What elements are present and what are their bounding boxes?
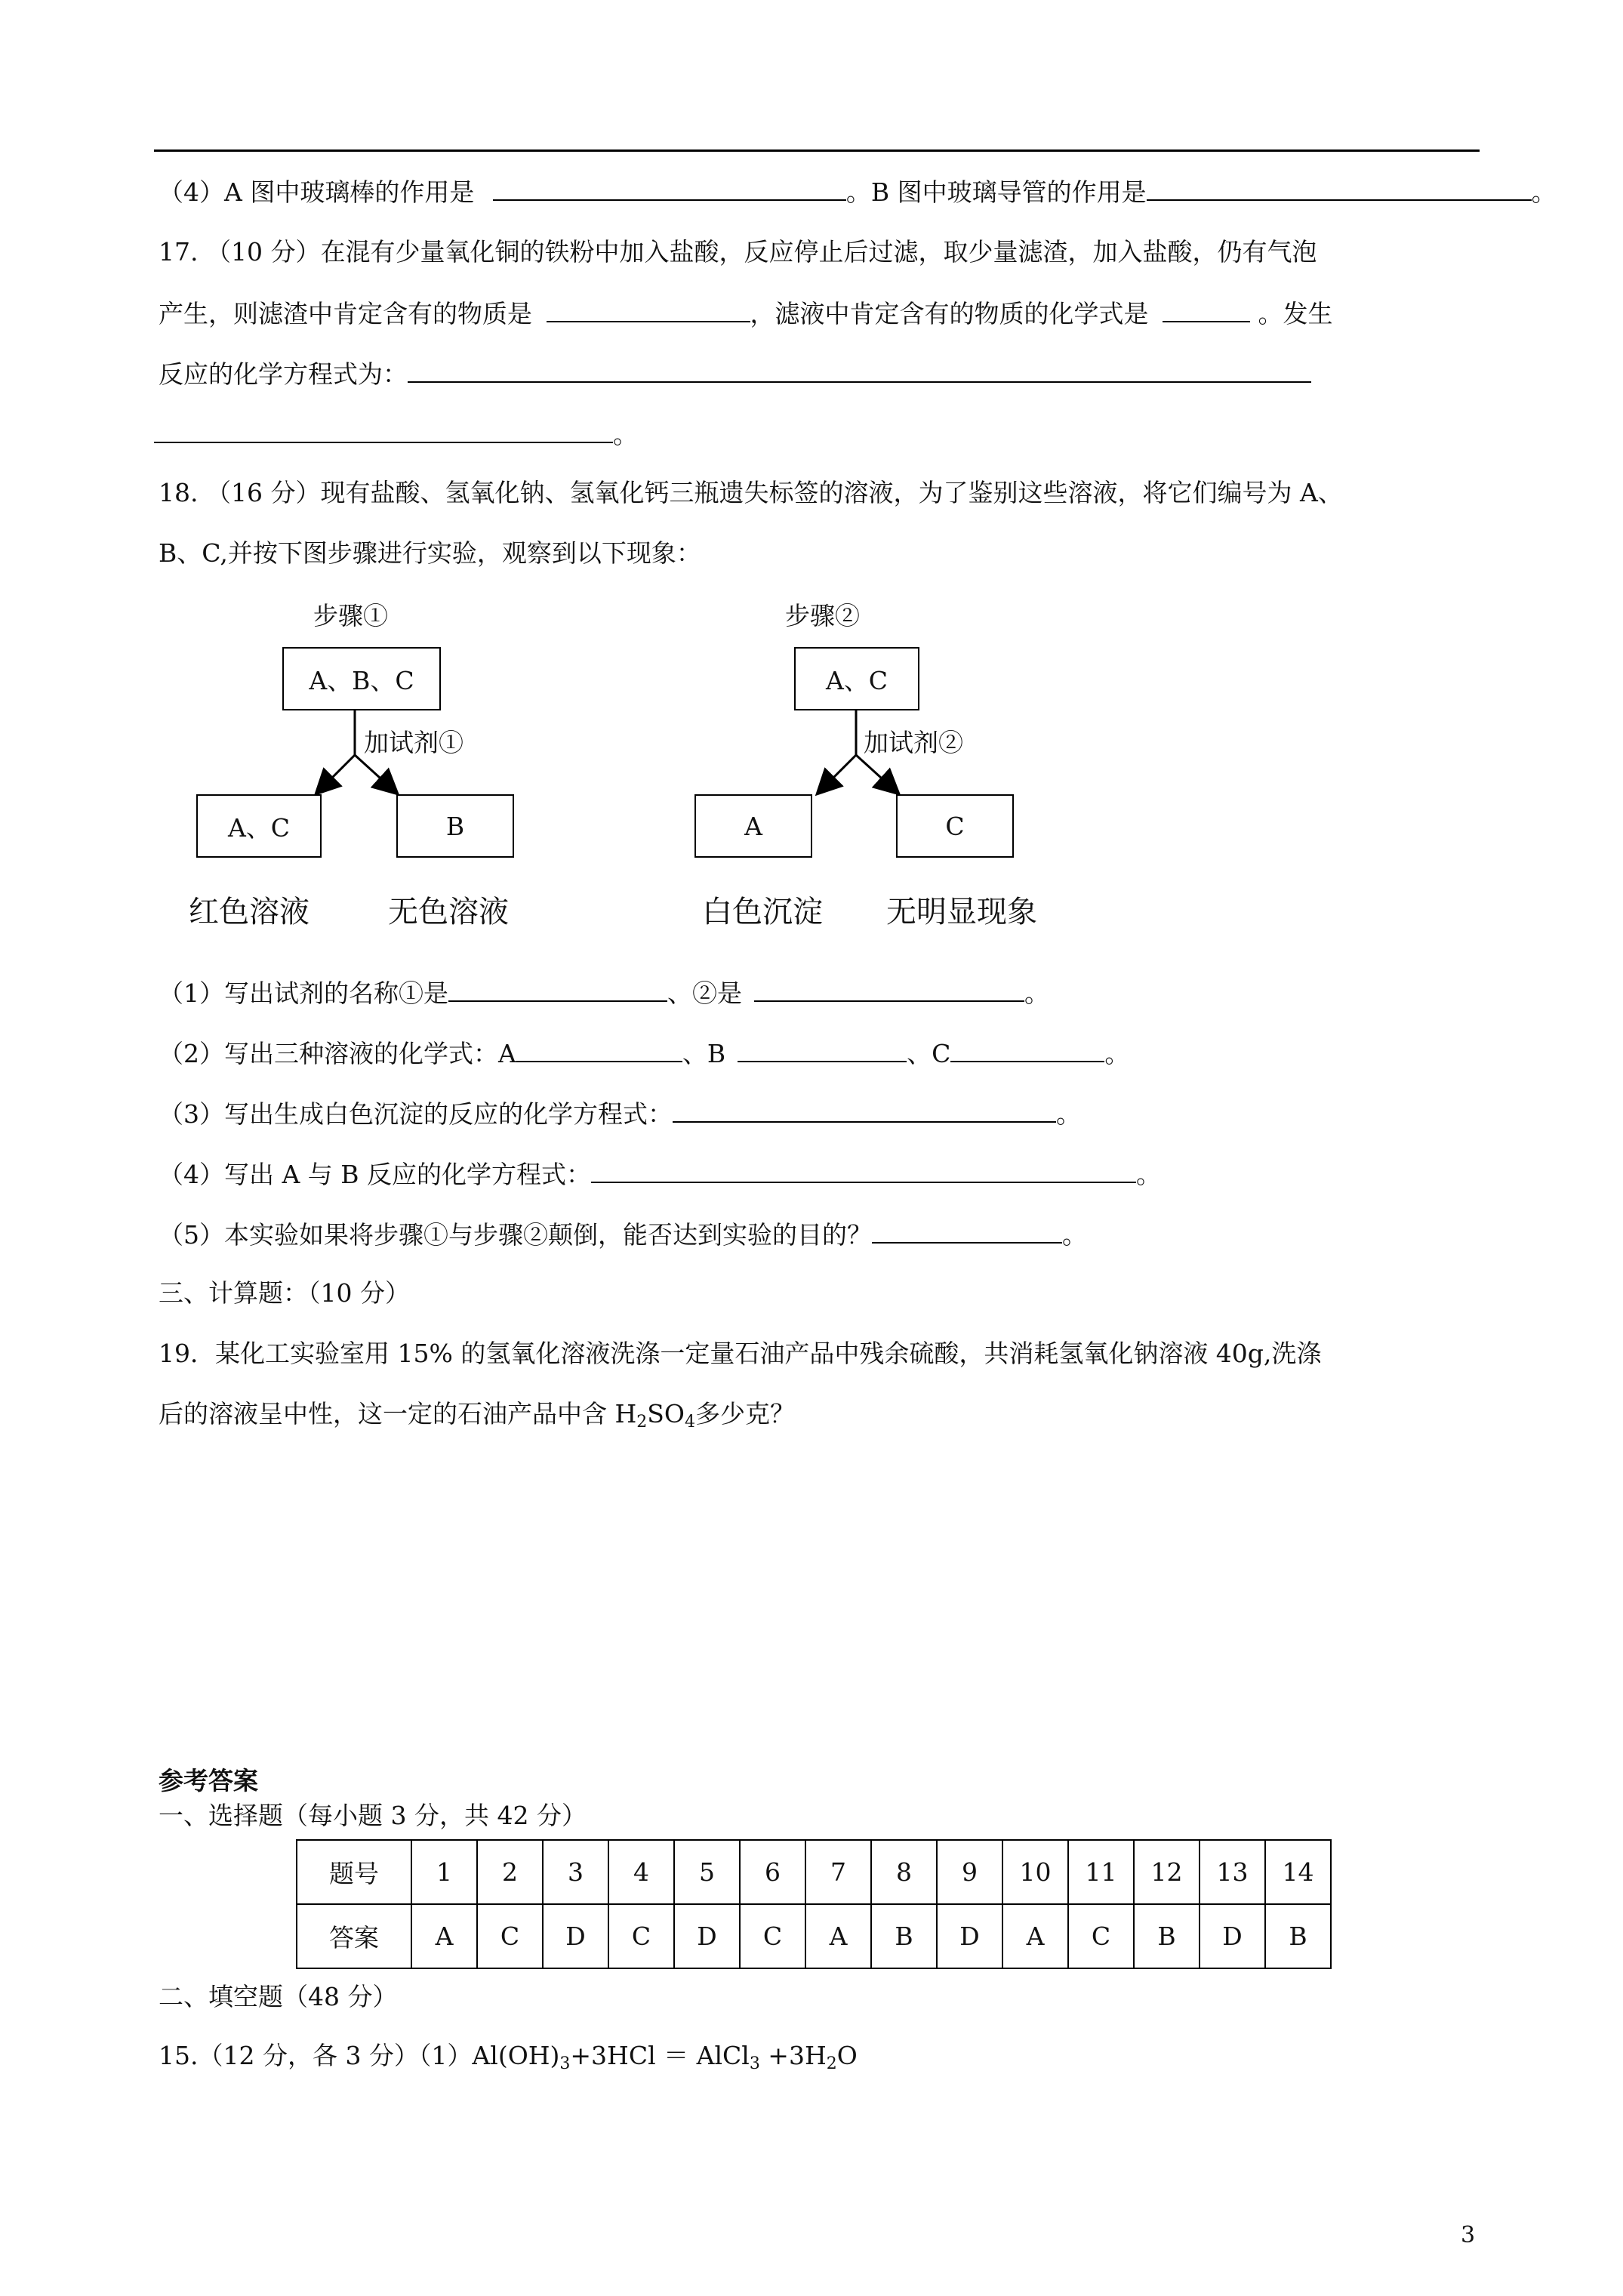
q19-line1: 19．某化工实验室用 15% 的氢氧化溶液洗涤一定量石油产品中残余硫酸，共消耗氢氧化钠溶液 40g,洗涤 bbox=[159, 1339, 1322, 1368]
q19-line2: 后的溶液呈中性，这一定的石油产品中含 $H_2SO_4$多少克？ bbox=[159, 1399, 795, 1432]
q18-sub2: （2）写出三种溶液的化学式：A 、B 、C 。 bbox=[159, 1037, 1129, 1069]
answer-cell: C bbox=[740, 1904, 805, 1968]
step1-right-result: 无色溶液 bbox=[388, 895, 509, 929]
arrow-right bbox=[355, 755, 396, 793]
step1-left-result: 红色溶液 bbox=[189, 895, 310, 929]
question-number-cell: 2 bbox=[477, 1840, 543, 1904]
step1-left-box: A、C bbox=[196, 794, 322, 858]
question-number-cell: 7 bbox=[805, 1840, 871, 1904]
question-number-cell: 10 bbox=[1002, 1840, 1068, 1904]
table-row bbox=[297, 1840, 1331, 1904]
answer-cell: C bbox=[608, 1904, 674, 1968]
question-number-cell: 9 bbox=[937, 1840, 1002, 1904]
answer-blank[interactable] bbox=[516, 1037, 682, 1062]
q18-sub1: （1）写出试剂的名称①是 、②是 。 bbox=[159, 976, 1049, 1009]
q18-sub4: （4）写出 A 与 B 反应的化学方程式： 。 bbox=[159, 1157, 1161, 1190]
answer-cell: A bbox=[1002, 1904, 1068, 1968]
answer-blank[interactable] bbox=[673, 1097, 1056, 1123]
step2-right-result: 无明显现象 bbox=[886, 895, 1037, 929]
answer-cell: B bbox=[1134, 1904, 1200, 1968]
q16-part4: （4）A 图中玻璃棒的作用是 。B 图中玻璃导管的作用是 。 bbox=[159, 175, 1557, 208]
answer-cell: C bbox=[1068, 1904, 1134, 1968]
step1-reagent: 加试剂① bbox=[364, 728, 463, 757]
answers-title: 参考答案 bbox=[159, 1766, 258, 1795]
question-number-cell: 12 bbox=[1134, 1840, 1200, 1904]
answer-blank[interactable] bbox=[872, 1218, 1062, 1244]
answer-q15: 15.（12 分，各 3 分）$(1)Al(OH)_3+3HCl$ ＝ AlCl$_3$ $+3H_2O$ bbox=[159, 2041, 858, 2073]
answer-blank[interactable] bbox=[950, 1037, 1104, 1062]
answer-cell: B bbox=[871, 1904, 937, 1968]
question-number-cell: 6 bbox=[740, 1840, 805, 1904]
answer-blank[interactable] bbox=[448, 976, 667, 1002]
answers-section2: 二、填空题（48 分） bbox=[159, 1982, 398, 2011]
arrow-left bbox=[818, 755, 856, 793]
question-number-cell: 14 bbox=[1265, 1840, 1331, 1904]
table-row bbox=[297, 1904, 1331, 1968]
q17-line2: 产生，则滤渣中肯定含有的物质是 ，滤液中肯定含有的物质的化学式是 。发生 bbox=[159, 297, 1333, 329]
arrow-right bbox=[856, 755, 898, 793]
answer-cell: D bbox=[1200, 1904, 1265, 1968]
question-number-cell: 3 bbox=[543, 1840, 608, 1904]
step1-top-box: A、B、C bbox=[282, 647, 441, 710]
step2-left-box: A bbox=[694, 794, 812, 858]
q17-line1: 17. （10 分）在混有少量氧化铜的铁粉中加入盐酸，反应停止后过滤，取少量滤渣，加入盐酸，仍有气泡 bbox=[159, 237, 1317, 267]
q18-sub5: （5）本实验如果将步骤①与步骤②颠倒，能否达到实验的目的？ 。 bbox=[159, 1218, 1087, 1250]
question-number-cell: 1 bbox=[411, 1840, 477, 1904]
table-header-cell: 答案 bbox=[297, 1904, 411, 1968]
q18-sub3: （3）写出生成白色沉淀的反应的化学方程式： 。 bbox=[159, 1097, 1081, 1130]
answer-blank[interactable] bbox=[591, 1157, 1136, 1183]
table-header-cell: 题号 bbox=[297, 1840, 411, 1904]
answer-cell: C bbox=[477, 1904, 543, 1968]
answer-table bbox=[296, 1839, 1332, 1969]
step1-title: 步骤① bbox=[313, 601, 388, 630]
question-number-cell: 4 bbox=[608, 1840, 674, 1904]
q17-line3: 反应的化学方程式为： bbox=[159, 357, 1311, 390]
answer-cell: D bbox=[543, 1904, 608, 1968]
step2-top-box: A、C bbox=[794, 647, 919, 710]
question-number-cell: 8 bbox=[871, 1840, 937, 1904]
answer-cell: A bbox=[411, 1904, 477, 1968]
step2-right-box: C bbox=[896, 794, 1014, 858]
answers-section1: 一、选择题（每小题 3 分，共 42 分） bbox=[159, 1801, 587, 1830]
q18-line2: B、C,并按下图步骤进行实验，观察到以下现象： bbox=[159, 538, 701, 568]
answer-cell: B bbox=[1265, 1904, 1331, 1968]
question-number-cell: 5 bbox=[674, 1840, 740, 1904]
step2-left-result: 白色沉淀 bbox=[702, 895, 823, 929]
q17-line4: 。 bbox=[159, 418, 638, 450]
answer-cell: A bbox=[805, 1904, 871, 1968]
answer-blank[interactable] bbox=[738, 1037, 907, 1062]
answer-cell: D bbox=[674, 1904, 740, 1968]
page-number: 3 bbox=[1461, 2222, 1476, 2248]
step2-title: 步骤② bbox=[785, 601, 860, 630]
arrow-left bbox=[317, 755, 355, 793]
step2-reagent: 加试剂② bbox=[864, 728, 963, 757]
q18-line1: 18. （16 分）现有盐酸、氢氧化钠、氢氧化钙三瓶遗失标签的溶液，为了鉴别这些溶液，将它们编号为 A、 bbox=[159, 478, 1343, 507]
section-3-heading: 三、计算题：（10 分） bbox=[159, 1278, 410, 1308]
question-number-cell: 13 bbox=[1200, 1840, 1265, 1904]
answer-blank[interactable] bbox=[754, 976, 1024, 1002]
step1-right-box: B bbox=[396, 794, 514, 858]
answer-cell: D bbox=[937, 1904, 1002, 1968]
question-number-cell: 11 bbox=[1068, 1840, 1134, 1904]
